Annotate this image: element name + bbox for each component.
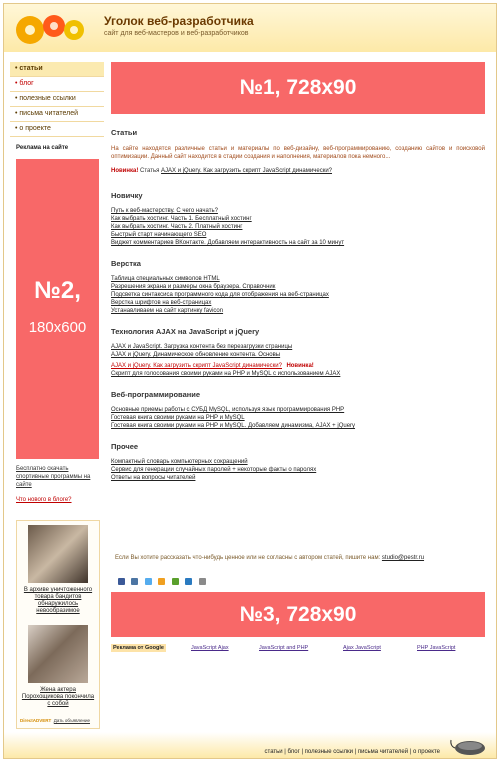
other-link[interactable]: Компактный словарь компьютерных сокращений xyxy=(111,459,248,465)
other-list xyxy=(111,458,485,482)
layout-link[interactable]: Подсветка синтаксиса программного кода для отображения на веб-страницах xyxy=(111,292,329,298)
share-icon[interactable] xyxy=(118,578,125,585)
site-subtitle: сайт для веб-мастеров и веб-разработчиков xyxy=(104,30,249,37)
page xyxy=(3,3,497,759)
layout-link[interactable]: Устанавливаем на сайт картинку favicon xyxy=(111,308,224,314)
ad-banner-bottom[interactable]: №3, 728x90 xyxy=(111,592,485,637)
web-link[interactable]: Гостевая книга своими руками на PHP и MySQL xyxy=(111,415,245,421)
news-photo-1[interactable] xyxy=(28,525,88,583)
intro-text: На сайте находятся различные статьи и материалы по веб-дизайну, веб-программированию, созданию сайтов и поисковой оптимизации. Данный сайт находится в стадии создания и наполнения, материалов пока немного... xyxy=(111,146,485,160)
nav-item-about[interactable]: • о проекте xyxy=(10,122,104,137)
new-article-link[interactable]: AJAX и jQuery. Как загрузить скрипт JavaScript динамически? xyxy=(161,168,333,174)
google-ads-bar xyxy=(111,644,485,654)
ajax-link[interactable]: AJAX и jQuery. Как загрузить скрипт JavaScript динамически? xyxy=(111,363,282,369)
ad-banner-top[interactable]: №1, 728x90 xyxy=(111,62,485,114)
news-teaser-box xyxy=(16,520,100,729)
novice-link[interactable]: Путь к веб-мастерству. С чего начать? xyxy=(111,208,218,214)
ads-brand[interactable]: DirectADVERT xyxy=(20,718,52,723)
section-heading-novice: Новичку xyxy=(111,191,143,200)
blog-news-link[interactable]: Что нового в блоге? xyxy=(16,497,72,503)
web-link[interactable]: Основные приемы работы с СУБД MySQL, используя язык программирования PHP xyxy=(111,407,345,413)
share-icon[interactable] xyxy=(199,578,206,585)
news-link-1[interactable]: В архиве уничтоженного товара бандитов обнаружилось невообразимое xyxy=(23,587,93,614)
share-icons xyxy=(118,572,208,581)
google-ad-link[interactable]: JavaScript and PHP xyxy=(259,645,309,651)
new-badge: Новинка! xyxy=(111,168,139,174)
gears-logo-icon xyxy=(12,10,92,50)
main-content xyxy=(111,128,485,482)
site-title[interactable]: Уголок веб-разработчика xyxy=(104,14,254,28)
share-icon[interactable] xyxy=(172,578,179,585)
nav-item-blog[interactable]: • блог xyxy=(10,77,104,92)
novice-link[interactable]: Как выбрать хостинг. Часть 2. Платный хостинг xyxy=(111,224,243,230)
google-ad-link[interactable]: JavaScript Ajax xyxy=(191,645,229,651)
ajax-link[interactable]: AJAX и jQuery. Динамическое обновление контента. Основы xyxy=(111,352,281,358)
ad-banner-size: 180x600 xyxy=(28,319,87,336)
footer xyxy=(4,732,496,758)
ajax-new-badge: Новинка! xyxy=(286,363,314,369)
section-heading-ajax: Технология AJAX на JavaScript и jQuery xyxy=(111,327,260,336)
section-heading-web: Веб-программирование xyxy=(111,390,201,399)
ad-banner-number: №2, xyxy=(34,277,81,304)
nav-item-articles[interactable]: • статьи xyxy=(10,62,104,77)
news-link-2[interactable]: Жена актера Порохощикова покончила с собой xyxy=(21,687,95,707)
other-link[interactable]: Сервис для генерации случайных паролей + некоторые факты о паролях xyxy=(111,467,317,473)
layout-link[interactable]: Верстка шрифтов на веб-страницах xyxy=(111,300,212,306)
layout-link[interactable]: Разрешения экрана и размеры окна браузера. Справочник xyxy=(111,284,276,290)
google-ads-label: Реклама от Google xyxy=(113,645,164,651)
novice-list xyxy=(111,207,485,247)
ads-cta[interactable]: Дать объявление xyxy=(53,718,90,723)
share-icon[interactable] xyxy=(158,578,165,585)
header xyxy=(4,4,496,52)
section-heading-articles: Статьи xyxy=(111,128,138,137)
programs-link[interactable]: Бесплатно скачать спортивные программы на сайте xyxy=(16,466,91,488)
contact-line xyxy=(115,555,424,561)
ajax-link[interactable]: AJAX и JavaScript. Загрузка контента без перезагрузки страницы xyxy=(111,344,293,350)
share-icon[interactable] xyxy=(131,578,138,585)
sidebar-nav xyxy=(10,62,104,137)
ad-banner-180x600[interactable] xyxy=(16,159,99,459)
sidebar-ad-heading: Реклама на сайте xyxy=(16,145,69,151)
ajax-new-row xyxy=(111,359,485,370)
contact-email-link[interactable]: studio@pestr.ru xyxy=(381,555,425,561)
share-icon[interactable] xyxy=(185,578,192,585)
nav-item-links[interactable]: • полезные ссылки xyxy=(10,92,104,107)
other-link[interactable]: Ответы на вопросы читателей xyxy=(111,475,196,481)
section-heading-other: Прочее xyxy=(111,442,139,451)
ajax-link[interactable]: Скрипт для голосования своими руками на PHP и MySQL с использованием AJAX xyxy=(111,371,341,377)
news-photo-2[interactable] xyxy=(28,625,88,683)
novice-link[interactable]: Как выбрать хостинг. Часть 1. Бесплатный хостинг xyxy=(111,216,252,222)
ajax-list xyxy=(111,343,485,378)
nav-item-letters[interactable]: • письма читателей xyxy=(10,107,104,122)
contact-text: Если Вы хотите рассказать что-нибудь ценное или не согласны с автором статей, пишите нам: xyxy=(115,555,381,561)
share-icon[interactable] xyxy=(145,578,152,585)
google-ad-link[interactable]: Ajax JavaScript xyxy=(343,645,381,651)
section-heading-layout: Верстка xyxy=(111,259,141,268)
ads-footer xyxy=(20,718,90,723)
layout-list xyxy=(111,275,485,315)
new-article-line xyxy=(111,167,485,175)
mouse-icon xyxy=(448,736,488,756)
novice-link[interactable]: Виджет комментариев ВКонтакте. Добавляем интерактивность на сайт за 10 минут xyxy=(111,240,345,246)
new-prefix: Статья xyxy=(140,168,160,174)
footer-links[interactable]: статьи | блог | полезные ссылки | письма читателей | о проекте xyxy=(264,749,440,755)
novice-link[interactable]: Быстрый старт начинающего SEO xyxy=(111,232,207,238)
layout-link[interactable]: Таблица специальных символов HTML xyxy=(111,276,220,282)
web-list xyxy=(111,406,485,430)
google-ad-link[interactable]: PHP JavaScript xyxy=(417,645,456,651)
web-link[interactable]: Гостевая книга своими руками на PHP и MySQL. Добавляем динамизма, AJAX + jQuery xyxy=(111,423,356,429)
